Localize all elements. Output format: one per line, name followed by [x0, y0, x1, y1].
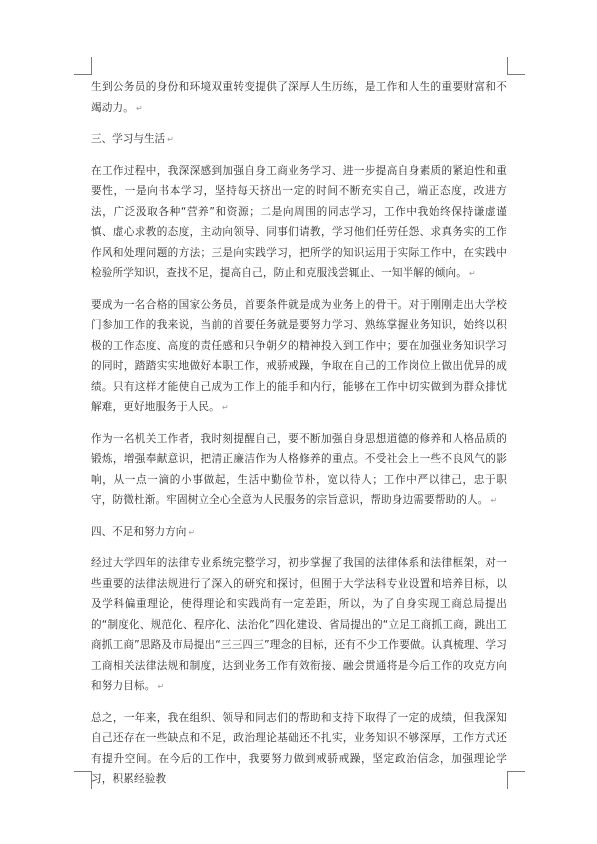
paragraph-mark-icon: ↵	[469, 269, 476, 278]
paragraph-mark-icon: ↵	[490, 496, 498, 505]
paragraph-self-cultivation: 作为一名机关工作者，我时刻提醒自己，要不断加强自身思想道德的修养和人格品质的锻炼，增强奉献意识，把清正廉洁作为人格修养的重点。不受社会上一些不良风气的影响，从一点一滴的小事做起，生活中勤俭节朴，宽以待人；工作中严以律己，忠于职守，防微杜渐。牢固树立全心全意为人民服务的宗旨意识，帮助身边需要帮助的人。 ↵	[91, 432, 507, 506]
crop-mark-bottom-right	[507, 771, 525, 789]
paragraph-summary: 总之，一年来，我在组织、领导和同志们的帮助和支持下取得了一定的成绩，但我深知自己还存在一些缺点和不足，政治理论基础还不扎实，业务知识不够深厚，工作方式还有提升空间。在今后的工作中，我要努力做到戒骄戒躁，坚定政治信念，加强理论学习，积累经验教	[91, 711, 507, 785]
crop-mark-top-right	[507, 57, 525, 75]
paragraph-mark-icon: ↵	[157, 682, 165, 691]
paragraph-mark-icon: ↵	[167, 135, 174, 144]
paragraph-civil-servant: 要成为一名合格的国家公务员，首要条件就是成为业务上的骨干。对于刚刚走出大学校门参加工作的我来说，当前的首要任务就是要努力学习、熟练掌握业务知识，始终以积极的工作态度、高度的责任感和只争朝夕的精神投入到工作中；要在加强业务知识学习的同时，踏踏实实地做好本职工作，戒骄戒躁，争取在自己的工作岗位上做出优异的成绩。只有这样才能使自己成为工作上的能手和内行，能够在工作中切实做到为群众排忧解难，更好地服务于人民。 ↵	[91, 298, 507, 413]
document-body[interactable]	[91, 77, 507, 785]
paragraph-study: 在工作过程中，我深深感到加强自身工商业务学习、进一步提高自身素质的紧迫性和重要性，一是向书本学习，坚持每天挤出一定的时间不断充实自己，端正态度，改进方法，广泛汲取各种“营养”和资源；二是向周围的同志学习，工作中我始终保持谦虚谨慎、虚心求教的态度，主动向领导、同事们请教，学习他们任劳任怨、求真务实的工作作风和处理问题的方法；三是向实践学习，把所学的知识运用于实际工作中，在实践中检验所学知识，查找不足，提高自己，防止和克服浅尝辄止、一知半解的倾向。 ↵	[91, 164, 507, 279]
paragraph-law-study: 经过大学四年的法律专业系统完整学习，初步掌握了我国的法律体系和法律框架，对一些重要的法律法规进行了深入的研究和探讨，但囿于大学法科专业设置和培养目标，以及学科偏重理论，使得理论和实践尚有一定差距，所以，为了自身实现工商总局提出的“制度化、规范化、程序化、法治化”四化建设、省局提出的“立足工商抓工商，跳出工商抓工商”思路及市局提出“三三四三”理念的目标，还有不少工作要做。认真梳理、学习工商相关法律法规和制度，达到业务工作有效衔接、融会贯通将是今后工作的攻克方向和努力目标。 ↵	[91, 557, 507, 692]
section-heading-shortcomings: 四、不足和努力方向 ↵	[91, 525, 196, 538]
paragraph-mark-icon: ↵	[135, 103, 143, 113]
paragraph-continuation: 生到公务员的身份和环境双重转变提供了深厚人生历练，是工作和人生的重要财富和不竭动力。 ↵	[91, 81, 507, 114]
paragraph-mark-icon: ↵	[221, 403, 229, 412]
crop-mark-bottom-left	[74, 771, 92, 789]
paragraph-mark-icon: ↵	[188, 527, 196, 537]
crop-mark-top-left	[74, 57, 92, 75]
section-heading-study-life: 三、学习与生活 ↵	[91, 133, 174, 145]
